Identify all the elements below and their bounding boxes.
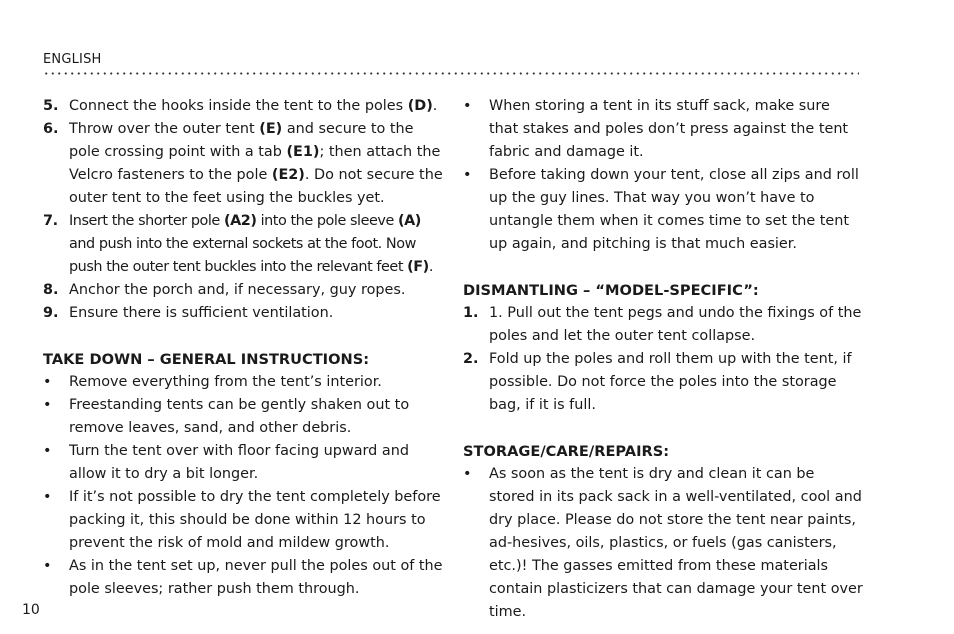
step-item bbox=[43, 210, 443, 279]
storage-bullets-list bbox=[463, 463, 863, 624]
item-text: 1. Pull out the tent pegs and undo the fixings of the poles and let the outer tent collapse. bbox=[489, 305, 862, 344]
step-number: 8. bbox=[43, 282, 59, 298]
figure-reference: (E1) bbox=[286, 144, 320, 160]
step-item bbox=[463, 302, 863, 348]
bullet-marker: • bbox=[43, 558, 52, 574]
left-column bbox=[43, 95, 443, 601]
text-run: . bbox=[428, 259, 433, 275]
text-run: into the pole sleeve bbox=[256, 213, 398, 229]
item-text: Fold up the poles and roll them up with the tent, if possible. Do not force the poles into the storage bag, if it is full. bbox=[489, 351, 852, 413]
text-run: Connect the hooks inside the tent to the poles bbox=[69, 98, 408, 114]
takedown-heading: TAKE DOWN – GENERAL INSTRUCTIONS: bbox=[43, 351, 370, 368]
step-number: 2. bbox=[463, 351, 479, 367]
text-run: Anchor the porch and, if necessary, guy ropes. bbox=[69, 282, 406, 298]
setup-steps-list bbox=[43, 95, 443, 325]
item-text bbox=[69, 118, 443, 210]
bullet-marker: • bbox=[43, 374, 52, 390]
step-item bbox=[463, 348, 863, 417]
bullet-item bbox=[43, 371, 443, 394]
item-text bbox=[69, 279, 443, 302]
bullet-marker: • bbox=[463, 98, 472, 114]
dismantling-heading: DISMANTLING – “MODEL-SPECIFIC”: bbox=[463, 282, 759, 299]
bullet-marker: • bbox=[43, 443, 52, 459]
text-run: and secure to the pole crossing point with a tab bbox=[69, 121, 414, 160]
bullet-item bbox=[463, 463, 863, 624]
storing-tips-list bbox=[463, 95, 863, 256]
bullet-item bbox=[43, 555, 443, 601]
figure-reference: (F) bbox=[407, 259, 429, 275]
bullet-item bbox=[43, 486, 443, 555]
step-number: 1. bbox=[463, 305, 479, 321]
text-run: ; then attach the Velcro fasteners to the pole bbox=[69, 144, 441, 183]
item-text: Remove everything from the tent’s interior. bbox=[69, 374, 382, 390]
right-column bbox=[463, 95, 863, 624]
bullet-marker: • bbox=[463, 466, 472, 482]
item-text: Freestanding tents can be gently shaken out to remove leaves, sand, and other debris. bbox=[69, 397, 410, 436]
step-number: 6. bbox=[43, 121, 59, 137]
bullet-marker: • bbox=[43, 489, 52, 505]
text-run: . bbox=[432, 98, 438, 114]
step-number: 9. bbox=[43, 305, 59, 321]
bullet-marker: • bbox=[43, 397, 52, 413]
item-text bbox=[69, 95, 443, 118]
figure-reference: (E) bbox=[259, 121, 283, 137]
text-run: and push into the external sockets at the foot. Now push the outer tent buckles into the relevant feet bbox=[69, 236, 416, 275]
storage-heading: STORAGE/CARE/REPAIRS: bbox=[463, 443, 670, 460]
item-text: When storing a tent in its stuff sack, make sure that stakes and poles don’t press against the tent fabric and damage it. bbox=[489, 98, 849, 160]
step-number: 5. bbox=[43, 98, 59, 114]
step-item bbox=[43, 118, 443, 210]
dismantling-steps-list bbox=[463, 302, 863, 417]
bullet-marker: • bbox=[463, 167, 472, 183]
text-run: Insert the shorter pole bbox=[69, 213, 224, 229]
step-item bbox=[43, 302, 443, 325]
item-text bbox=[69, 210, 443, 279]
step-item bbox=[43, 95, 443, 118]
page-number: 10 bbox=[22, 602, 40, 618]
takedown-bullets-list bbox=[43, 371, 443, 601]
bullet-item bbox=[463, 164, 863, 256]
item-text: If it’s not possible to dry the tent completely before packing it, this should be done within 12 hours to prevent the risk of mold and mildew growth. bbox=[69, 489, 441, 551]
step-item bbox=[43, 279, 443, 302]
text-run: Throw over the outer tent bbox=[69, 121, 260, 137]
text-run: . Do not secure the outer tent to the feet using the buckles yet. bbox=[69, 167, 443, 206]
figure-reference: (A2) bbox=[223, 213, 257, 229]
text-run: Ensure there is sufficient ventilation. bbox=[69, 305, 334, 321]
figure-reference: (A) bbox=[397, 213, 421, 229]
bullet-item bbox=[43, 394, 443, 440]
item-text bbox=[69, 302, 443, 325]
item-text: Turn the tent over with floor facing upward and allow it to dry a bit longer. bbox=[69, 443, 409, 482]
item-text: As in the tent set up, never pull the poles out of the pole sleeves; rather push them through. bbox=[69, 558, 443, 597]
step-number: 7. bbox=[43, 213, 58, 229]
figure-reference: (D) bbox=[407, 98, 433, 114]
bullet-item bbox=[463, 95, 863, 164]
language-label: ENGLISH bbox=[43, 52, 102, 67]
dotted-divider bbox=[43, 70, 859, 78]
figure-reference: (E2) bbox=[271, 167, 305, 183]
item-text: Before taking down your tent, close all zips and roll up the guy lines. That way you won’t have to untangle them when it comes time to set the tent up again, and pitching is that much easier. bbox=[489, 167, 859, 252]
bullet-item bbox=[43, 440, 443, 486]
item-text: As soon as the tent is dry and clean it can be stored in its pack sack in a well-ventilated, cool and dry place. Please do not store the tent near paints, ad-hesives, oils, plastics, or fuels (gas canisters, etc.)! The gasses emitted from these materials contain plasticizers that can damage your tent over time. bbox=[489, 466, 863, 620]
